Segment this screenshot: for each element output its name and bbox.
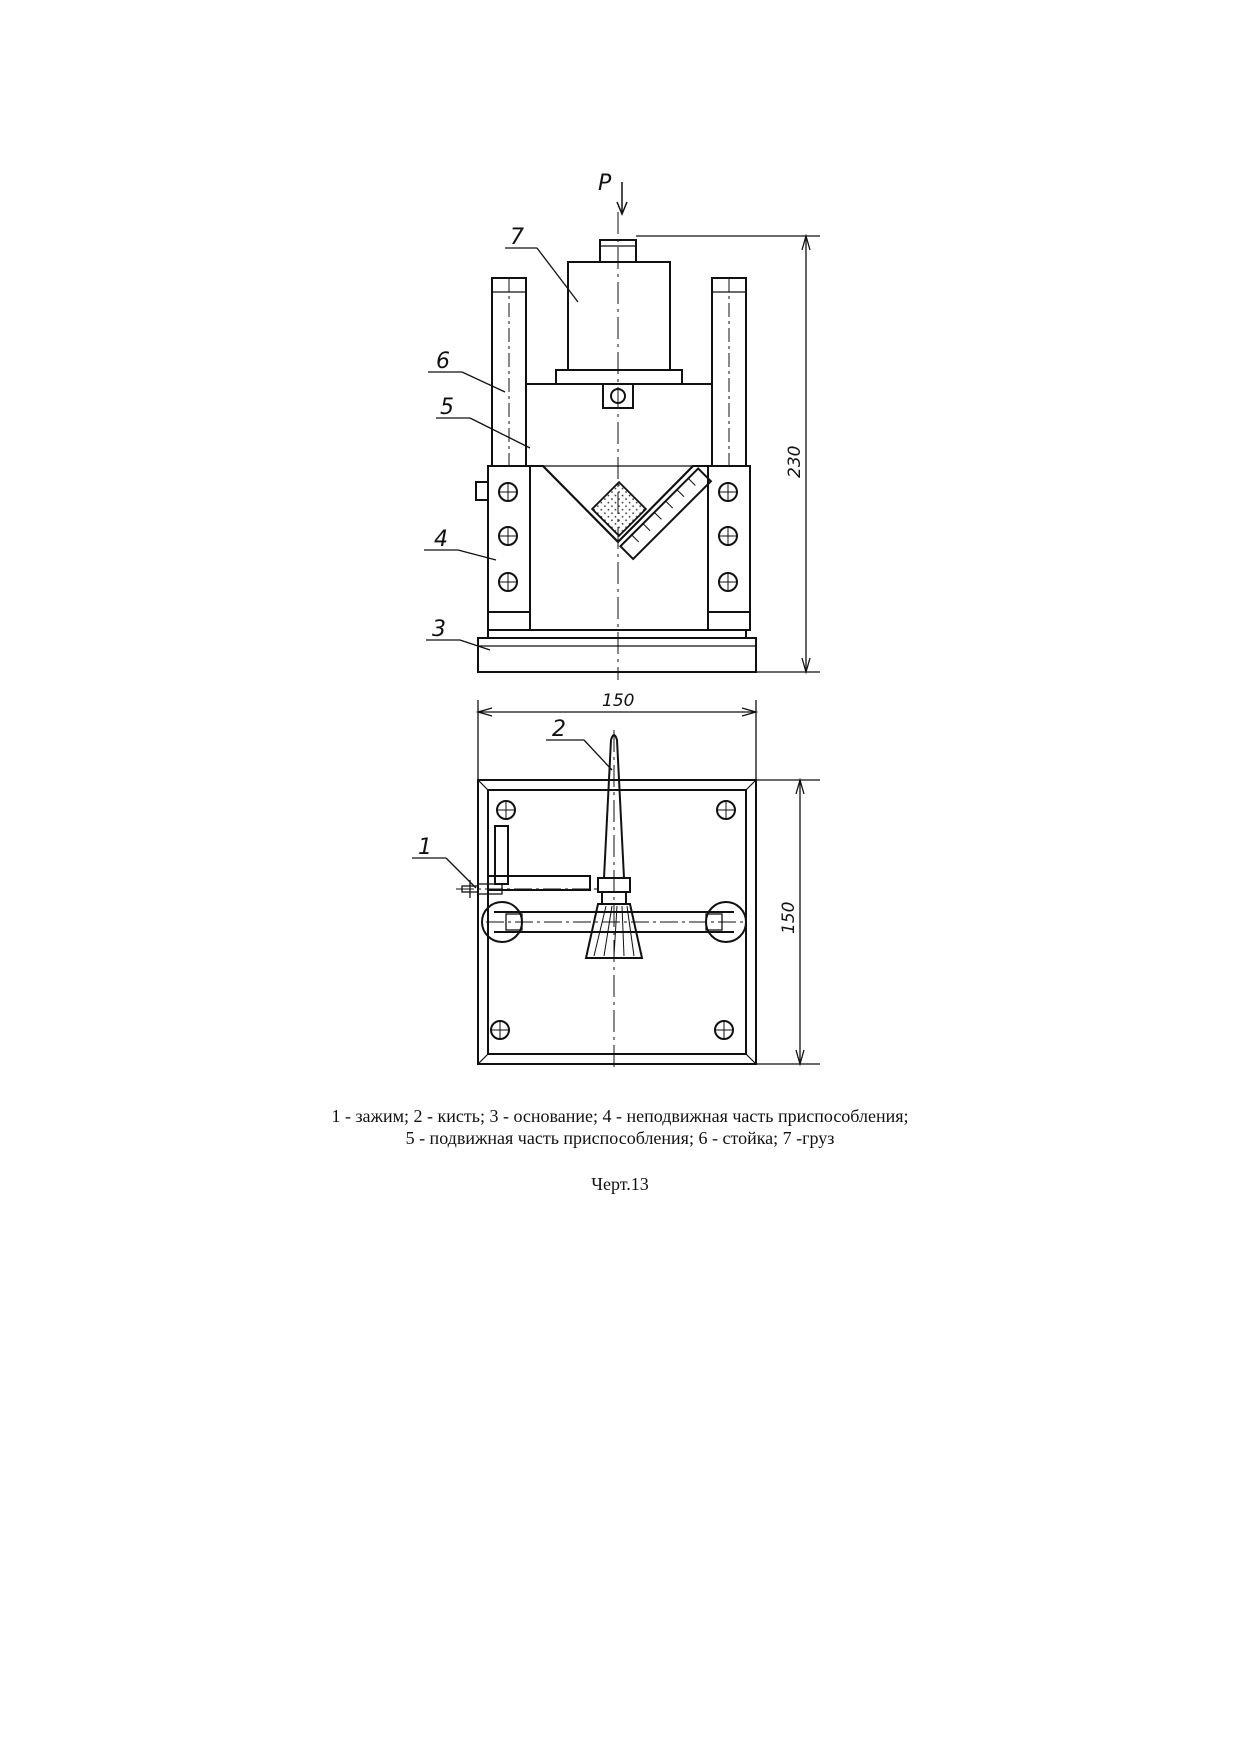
post-right-part-6 [712,278,746,466]
mount-hole-icon [715,1021,733,1039]
force-arrow [617,182,627,214]
bolt-icon [499,573,517,591]
bolt-icon [719,527,737,545]
dimension-height-label: 230 [785,445,805,478]
bolt-icon [499,527,517,545]
base-part-3 [478,630,756,672]
part-number-2: 2 [552,717,566,742]
part-number-3: 3 [432,617,446,642]
front-view [424,182,820,680]
top-view [412,700,820,1070]
bolt-icon [719,483,737,501]
part-number-6: 6 [436,349,450,374]
bolt-icon [719,573,737,591]
caption-line-2: 5 - подвижная часть приспособления; 6 - стойка; 7 -груз [405,1128,835,1148]
rod [486,912,744,932]
weight-part-7 [556,240,682,408]
fixed-block-left-part-4 [476,466,530,630]
dimension-depth-label: 150 [779,901,799,934]
mount-hole-icon [491,1021,509,1039]
fixed-block-right-part-4 [708,466,750,630]
part-number-7: 7 [510,225,524,250]
caption-line-1: 1 - зажим; 2 - кисть; 3 - основание; 4 - неподвижная часть приспособления; [331,1106,909,1126]
part-number-5: 5 [440,395,454,420]
force-label: P [598,171,612,196]
dimension-width-label: 150 [602,691,635,711]
part-number-4: 4 [434,527,448,552]
bolt-icon [499,483,517,501]
mount-hole-icon [497,801,515,819]
mount-hole-icon [717,801,735,819]
figure-label: Черт.13 [591,1174,649,1194]
part-number-1: 1 [418,835,432,860]
